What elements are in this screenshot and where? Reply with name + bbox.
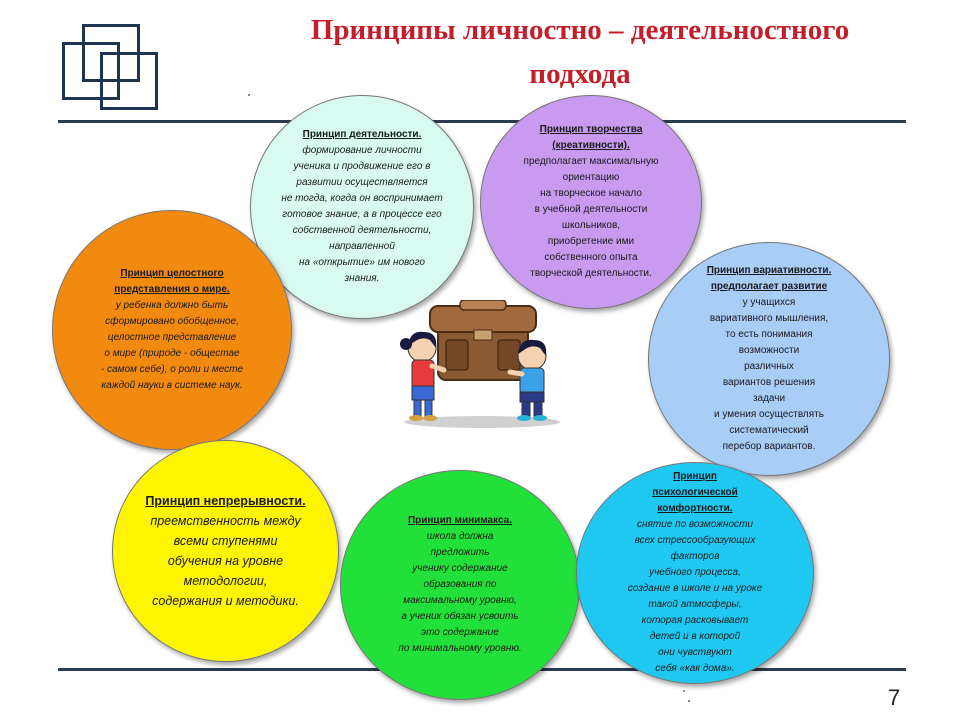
variability-heading: Принцип вариативности. предполагает развитие bbox=[706, 265, 832, 292]
circle-minimax-principle bbox=[340, 470, 580, 700]
top-divider bbox=[58, 120, 906, 123]
variability-body: у учащихся вариативного мышления, то есть понимания возможности различных вариантов решения задачи и умения осуществлять систематический перебор вариантов. bbox=[709, 297, 829, 452]
circle-variability-principle bbox=[648, 242, 890, 476]
comfort-heading: Принцип психологической комфортности. bbox=[652, 471, 738, 514]
minimax-body: школа должна предложить ученику содержание образования по максимальному уровню, а ученик обязан усвоить это содержание по минимальному уровню. bbox=[398, 531, 522, 654]
integrity-body: у ребенка должно быть сформировано обобщенное, целостное представление о мире (природе - общестае - самом себе), о роли и месте каждой науки в системе наук. bbox=[100, 300, 244, 391]
children-carrying-bag-illustration bbox=[400, 300, 565, 430]
page-number: 7 bbox=[888, 685, 901, 710]
title-line-2: подхода bbox=[529, 58, 631, 90]
title-line-1: Принципы личностно – деятельностного bbox=[310, 14, 850, 46]
decorative-dot bbox=[688, 700, 690, 702]
activity-heading: Принцип деятельности. bbox=[302, 129, 422, 140]
decorative-dot bbox=[683, 690, 685, 692]
school-bag-icon bbox=[430, 300, 536, 380]
continuity-body: преемственность между всеми ступенями обучения на уровне методологии, содержания и методики. bbox=[150, 514, 301, 608]
circle-continuity-principle bbox=[112, 440, 339, 662]
integrity-heading: Принцип целостного представления о мире. bbox=[114, 268, 230, 295]
activity-body: формирование личности ученика и продвижение его в развитии осуществляется не тогда, когда он воспринимает готовое знание, а в процессе его собственной деятельности, направленной на «открытие» им нового знания. bbox=[281, 145, 443, 284]
logo-squares bbox=[60, 22, 170, 122]
circle-comfort-principle bbox=[576, 462, 814, 684]
creativity-heading: Принцип творчества (креативности). bbox=[539, 124, 643, 151]
slide-title bbox=[210, 8, 950, 96]
creativity-body: предполагает максимальную ориентацию на творческое начало в учебной деятельности школьников, приобретение ими собственного опыта творческой деятельности. bbox=[523, 156, 659, 279]
continuity-heading: Принцип непрерывности. bbox=[145, 494, 306, 508]
circle-creativity-principle bbox=[480, 95, 702, 309]
decorative-dot bbox=[248, 94, 250, 96]
circle-integrity-principle bbox=[52, 210, 292, 450]
comfort-body: снятие по возможности всех стрессообразующих факторов учебного процесса, создание в школе и на уроке такой атмосферы, которая расковывает детей и в которой они чувствуют себя «как дома». bbox=[627, 519, 763, 674]
minimax-heading: Принцип минимакса. bbox=[407, 515, 513, 526]
